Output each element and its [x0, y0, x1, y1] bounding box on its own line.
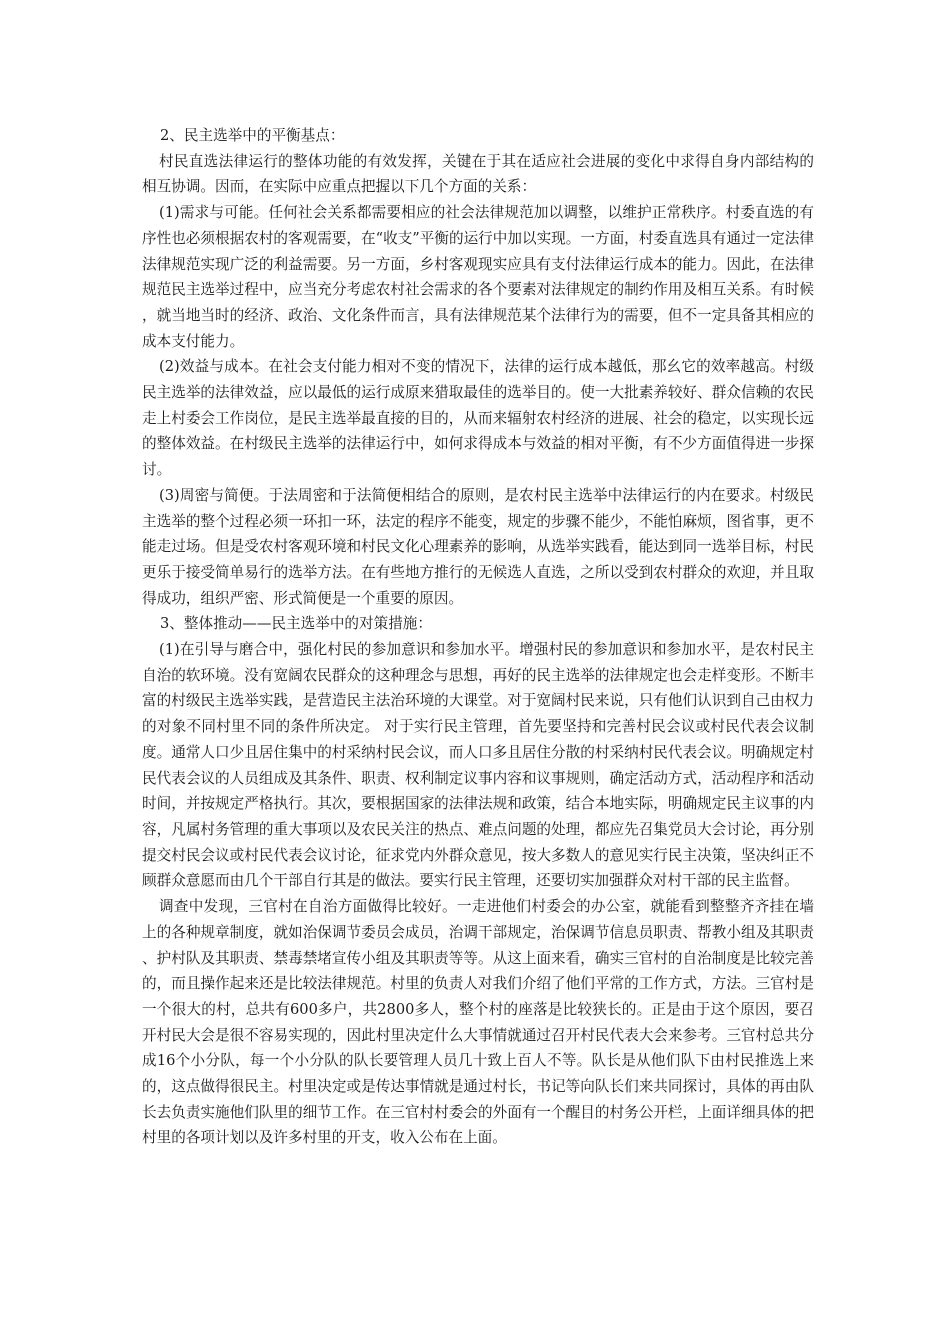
paragraph: (1)在引导与磨合中，强化村民的参加意识和参加水平。增强村民的参加意识和参加水平，是农村民主自治的软环境。没有宽阔农民群众的这种理念与思想，再好的民主选举的法律规定也会走样变形。不断丰富的村级民主选举实践，是营造民主法治环境的大课堂。对于宽阔村民来说，只有他们认识到自己由权力的对象不同村里不同的条件所决定。 对于实行民主管理，首先要坚持和完善村民会议或村民代表会议制度。通常人口少且居住集中的村采纳村民会议，而人口多且居住分散的村采纳村民代表会议。明确规定村民代表会议的人员组成及其条件、职责、权利制定议事内容和议事规则，确定活动方式，活动程序和活动时间，并按规定严格执行。其次，要根据国家的法律法规和政策，结合本地实际，明确规定民主议事的内容，凡属村务管理的重大事项以及农民关注的热点、难点问题的处理，都应先召集党员大会讨论，再分别提交村民会议或村民代表会议讨论，征求党内外群众意见，按大多数人的意见实行民主决策，坚决纠正不顾群众意愿而由几个干部自行其是的做法。要实行民主管理，还要切实加强群众对村干部的民主监督。	[142, 641, 814, 890]
paragraph: 村民直选法律运行的整体功能的有效发挥，关键在于其在适应社会进展的变化中求得自身内部结构的相互协调。因而，在实际中应重点把握以下几个方面的关系：	[142, 152, 814, 196]
section-heading: 2、民主选举中的平衡基点：	[160, 127, 345, 144]
paragraph: (1)需求与可能。任何社会关系都需要相应的社会法律规范加以调整，以维护正常秩序。村委直选的有序性也必须根据农村的客观需要，在“收支”平衡的运行中加以实现。一方面，村委直选具有通过一定法律法律规范实现广泛的利益需要。另一方面，乡村客观现实应具有支付法律运行成本的能力。因此，在法律规范民主选举过程中，应当充分考虑农村社会需求的各个要素对法律规定的制约作用及相互关系。有时候，就当地当时的经济、政治、文化条件而言，具有法律规范某个法律行为的需要，但不一定具备其相应的成本支付能力。	[142, 204, 814, 350]
section-heading: 3、整体推动——民主选举中的对策措施：	[160, 615, 432, 633]
paragraph: 调查中发现，三官村在自治方面做得比较好。一走进他们村委会的办公室，就能看到整整齐齐挂在墙上的各种规章制度，就如治保调节委员会成员，治调干部规定，治保调节信息员职责、帮教小组及其职责、护村队及其职责、禁毒禁堵宣传小组及其职责等等。从这上面来看，确实三官村的自治制度是比较完善的，而且操作起来还是比较法律规范。村里的负责人对我们介绍了他们平常的工作方式，方法。三官村是一个很大的村，总共有600多户，共2800多人，整个村的座落是比较狭长的。正是由于这个原因，要召开村民大会是很不容易实现的，因此村里决定什么大事情就通过召开村民代表大会来参考。三官村总共分成16个小分队，每一个小分队的队长要管理人员几十致上百人不等。队长是从他们队下由村民推选上来的，这点做得很民主。村里决定或是传达事情就是通过村长，书记等向队长们来共同探讨，具体的再由队长去负责实施他们队里的细节工作。在三官村村委会的外面有一个醒目的村务公开栏，上面详细具体的把村里的各项计划以及许多村里的开支，收入公布在上面。	[142, 898, 814, 1147]
paragraph: (2)效益与成本。在社会支付能力相对不变的情况下，法律的运行成本越低，那幺它的效率越高。村级民主选举的法律效益，应以最低的运行成原来猎取最佳的选举目的。使一大批素养较好、群众信赖的农民走上村委会工作岗位，是民主选举最直接的目的，从而来辐射农村经济的进展、社会的稳定，以实现长远的整体效益。在村级民主选举的法律运行中，如何求得成本与效益的相对平衡，有不少方面值得进一步探讨。	[142, 358, 814, 479]
document-body	[142, 123, 814, 1151]
paragraph: (3)周密与简便。于法周密和于法简便相结合的原则，是农村民主选举中法律运行的内在要求。村级民主选举的整个过程必须一环扣一环，法定的程序不能变，规定的步骤不能少，不能怕麻烦，图省事，更不能走过场。但是受农村客观环境和村民文化心理素养的影响，从选举实践看，能达到同一选举目标，村民更乐于接受简单易行的选举方法。在有些地方推行的无候选人直选，之所以受到农村群众的欢迎，并且取得成功，组织严密、形式简便是一个重要的原因。	[142, 486, 814, 607]
